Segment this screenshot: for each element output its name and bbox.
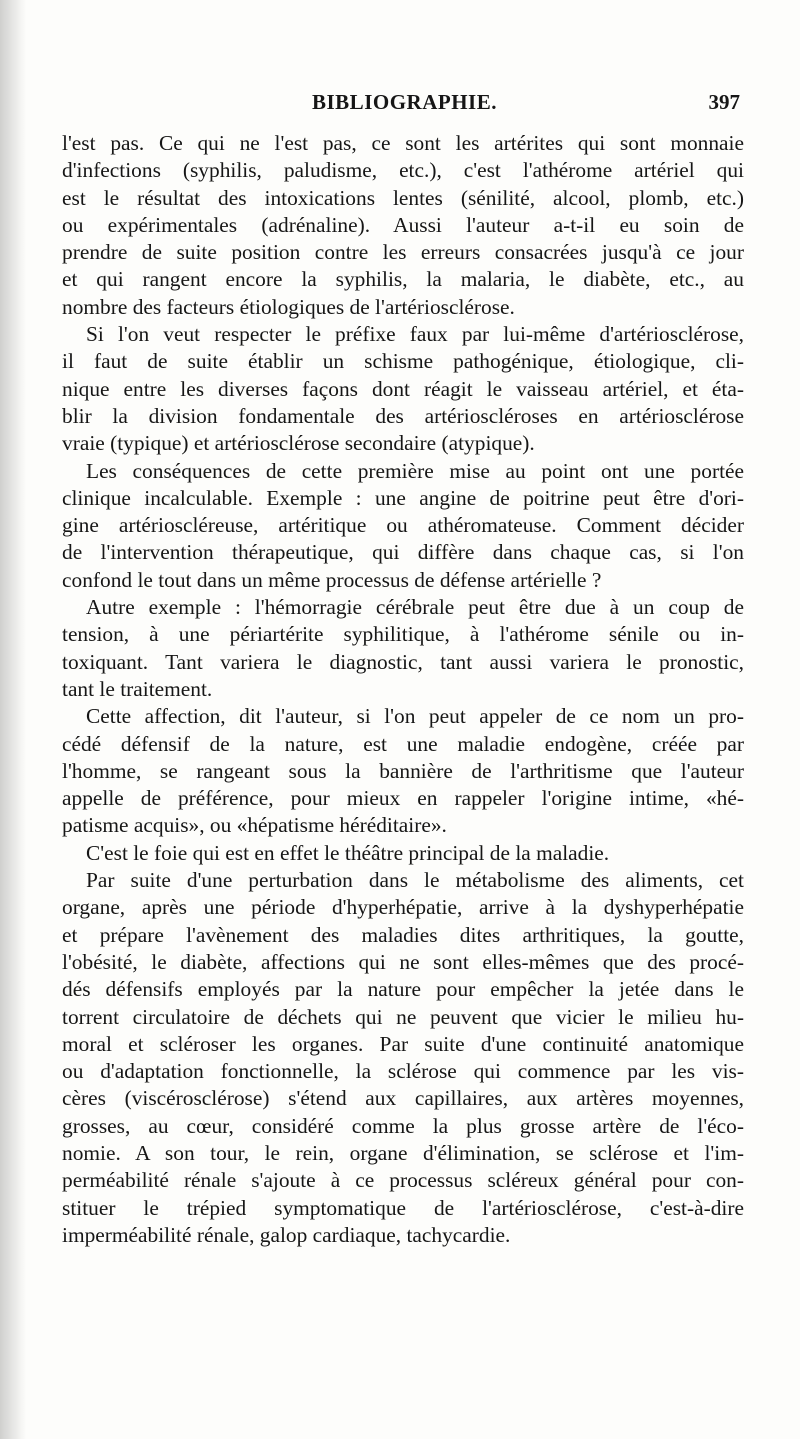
text-line: est le résultat des intoxications lentes (sénilité, alcool, plomb, etc.) (62, 185, 744, 210)
running-title: BIBLIOGRAPHIE. (312, 90, 497, 114)
text-line: d'infections (syphilis, paludisme, etc.), c'est l'athérome artériel qui (62, 158, 744, 183)
paragraph-start-line: Autre exemple : l'hémorragie cérébrale peut être due à un coup de (86, 595, 744, 620)
text-line: il faut de suite établir un schisme pathogénique, étiologique, cli- (62, 349, 744, 374)
text-line: dés défensifs employés par la nature pour empêcher la jetée dans le (62, 977, 744, 1002)
text-line: l'homme, se rangeant sous la bannière de l'arthritisme que l'auteur (62, 758, 744, 783)
text-line: grosses, au cœur, considéré comme la plus grosse artère de l'éco- (62, 1113, 744, 1138)
paragraph-start-line: Les conséquences de cette première mise au point ont une portée (86, 458, 744, 483)
text-line: patisme acquis», ou «hépatisme héréditaire». (62, 813, 447, 838)
text-line: confond le tout dans un même processus de défense artérielle ? (62, 567, 602, 592)
paragraph-start-line: C'est le foie qui est en effet le théâtre principal de la maladie. (86, 840, 610, 865)
text-line: nique entre les diverses façons dont réagit le vaisseau artériel, et éta- (62, 376, 744, 401)
text-line: nomie. A son tour, le rein, organe d'élimination, se sclérose et l'im- (62, 1140, 744, 1165)
paragraph-start-line: Cette affection, dit l'auteur, si l'on peut appeler de ce nom un pro- (86, 704, 744, 729)
text-line: clinique incalculable. Exemple : une angine de poitrine peut être d'ori- (62, 485, 744, 510)
text-line: torrent circulatoire de déchets qui ne peuvent que vicier le milieu hu- (62, 1004, 744, 1029)
text-line: cédé défensif de la nature, est une maladie endogène, créée par (62, 731, 744, 756)
text-line: l'est pas. Ce qui ne l'est pas, ce sont les artérites qui sont monnaie (62, 131, 744, 155)
text-line: cères (viscérosclérose) s'étend aux capillaires, aux artères moyennes, (62, 1086, 744, 1111)
text-line: l'obésité, le diabète, affections qui ne sont elles-mêmes que des procé- (62, 949, 744, 974)
paragraph-start-line: Si l'on veut respecter le préfixe faux par lui-même d'artériosclérose, (86, 322, 744, 347)
body-text (62, 130, 744, 1249)
text-line: ou expérimentales (adrénaline). Aussi l'auteur a-t-il eu soin de (62, 212, 744, 237)
text-line: prendre de suite position contre les erreurs consacrées jusqu'à ce jour (62, 240, 744, 265)
text-line: et qui rangent encore la syphilis, la malaria, le diabète, etc., au (62, 267, 744, 292)
page-edge-shadow (0, 0, 26, 1439)
text-line: moral et scléroser les organes. Par suite d'une continuité anatomique (62, 1031, 744, 1056)
text-line: blir la division fondamentale des artérioscléroses en artériosclérose (62, 403, 744, 428)
text-line: ou d'adaptation fonctionnelle, la sclérose qui commence par les vis- (62, 1059, 744, 1084)
paragraph-start-line: Par suite d'une perturbation dans le métabolisme des aliments, cet (86, 868, 744, 893)
text-line: tant le traitement. (62, 676, 213, 701)
text-line: tension, à une périartérite syphilitique, à l'athérome sénile ou in- (62, 622, 744, 647)
text-line: de l'intervention thérapeutique, qui diffère dans chaque cas, si l'on (62, 540, 744, 565)
text-line: vraie (typique) et artériosclérose secondaire (atypique). (62, 431, 535, 456)
text-line: perméabilité rénale s'ajoute à ce processus scléreux général pour con- (62, 1168, 744, 1193)
text-line: stituer le trépied symptomatique de l'artériosclérose, c'est-à-dire (62, 1195, 744, 1220)
page-number: 397 (708, 90, 740, 114)
text-line: nombre des facteurs étiologiques de l'artériosclérose. (62, 294, 515, 319)
text-line: appelle de préférence, pour mieux en rappeler l'origine intime, «hé- (62, 786, 744, 811)
text-line: organe, après une période d'hyperhépatie, arrive à la dyshyperhépatie (62, 895, 744, 920)
text-line: imperméabilité rénale, galop cardiaque, tachycardie. (62, 1222, 511, 1247)
running-head (60, 90, 740, 122)
text-line: toxiquant. Tant variera le diagnostic, tant aussi variera le pronostic, (62, 649, 744, 674)
text-line: et prépare l'avènement des maladies dites arthritiques, la goutte, (62, 922, 744, 947)
text-line: gine artérioscléreuse, artéritique ou athéromateuse. Comment décider (62, 513, 744, 538)
